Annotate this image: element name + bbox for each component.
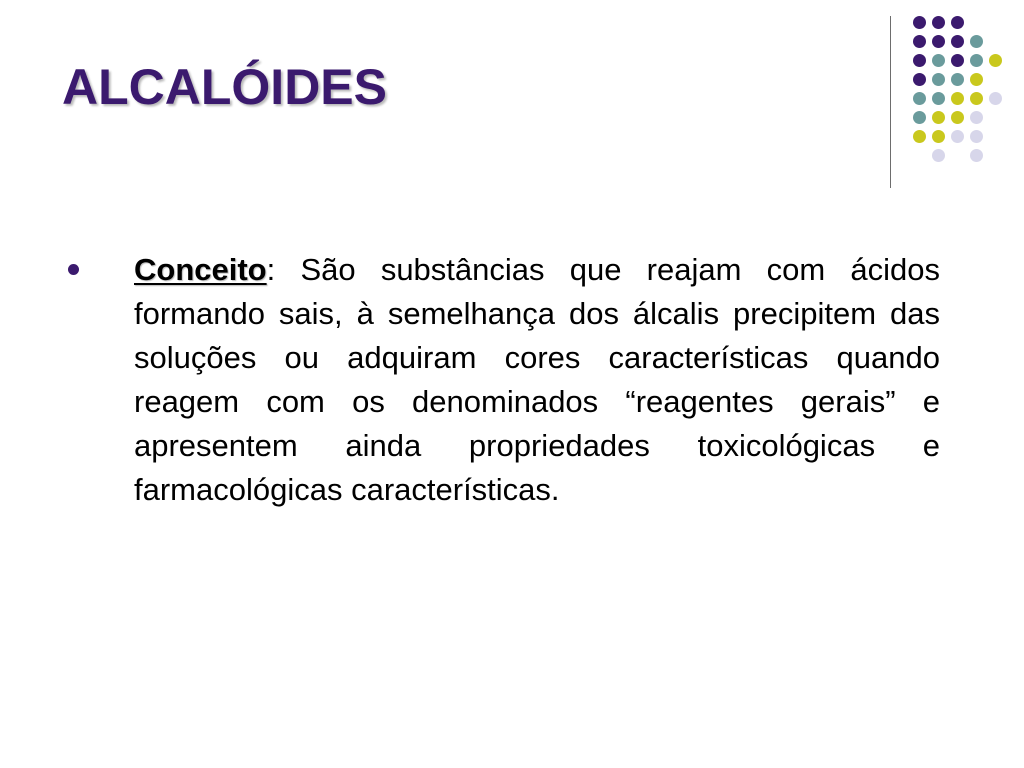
decorative-dot [951, 111, 964, 124]
decorative-dot [913, 35, 926, 48]
decorative-dot [932, 54, 945, 67]
decorative-dot [913, 73, 926, 86]
slide-title: ALCALÓIDES [62, 59, 387, 115]
decorative-dot [932, 111, 945, 124]
decorative-dot [913, 111, 926, 124]
decorative-dot [951, 73, 964, 86]
decorative-dot [970, 149, 983, 162]
decorative-dot [970, 111, 983, 124]
decorative-dot [951, 54, 964, 67]
decorative-dot [932, 73, 945, 86]
decorative-dot [970, 92, 983, 105]
decorative-dot [932, 149, 945, 162]
bullet-term: Conceito [134, 252, 267, 287]
decorative-dot [989, 54, 1002, 67]
decorative-dot [970, 35, 983, 48]
bullet-text [134, 248, 940, 512]
bullet-icon [68, 264, 79, 275]
decorative-dot [951, 92, 964, 105]
bullet-body: São substâncias que reajam com ácidos formando sais, à semelhança dos álcalis precipitem das soluções ou adquiram cores características quando reagem com os denominados “reagentes gerais” e apresentem ainda propriedades toxicológicas e farmacológicas características. [134, 252, 940, 507]
bullet-separator: : [266, 252, 276, 287]
decorative-dot-grid [0, 0, 1024, 200]
decorative-dot [932, 92, 945, 105]
decorative-dot [951, 35, 964, 48]
decorative-dot [970, 130, 983, 143]
decorative-dot [970, 73, 983, 86]
decorative-dot [913, 130, 926, 143]
decorative-dot [951, 16, 964, 29]
decorative-dot [970, 54, 983, 67]
decorative-dot [932, 130, 945, 143]
decorative-dot [913, 92, 926, 105]
decorative-dot [989, 92, 1002, 105]
decorative-dot [932, 16, 945, 29]
decorative-dot [913, 54, 926, 67]
decorative-dot [951, 130, 964, 143]
decorative-dot [932, 35, 945, 48]
decorative-dot [913, 16, 926, 29]
